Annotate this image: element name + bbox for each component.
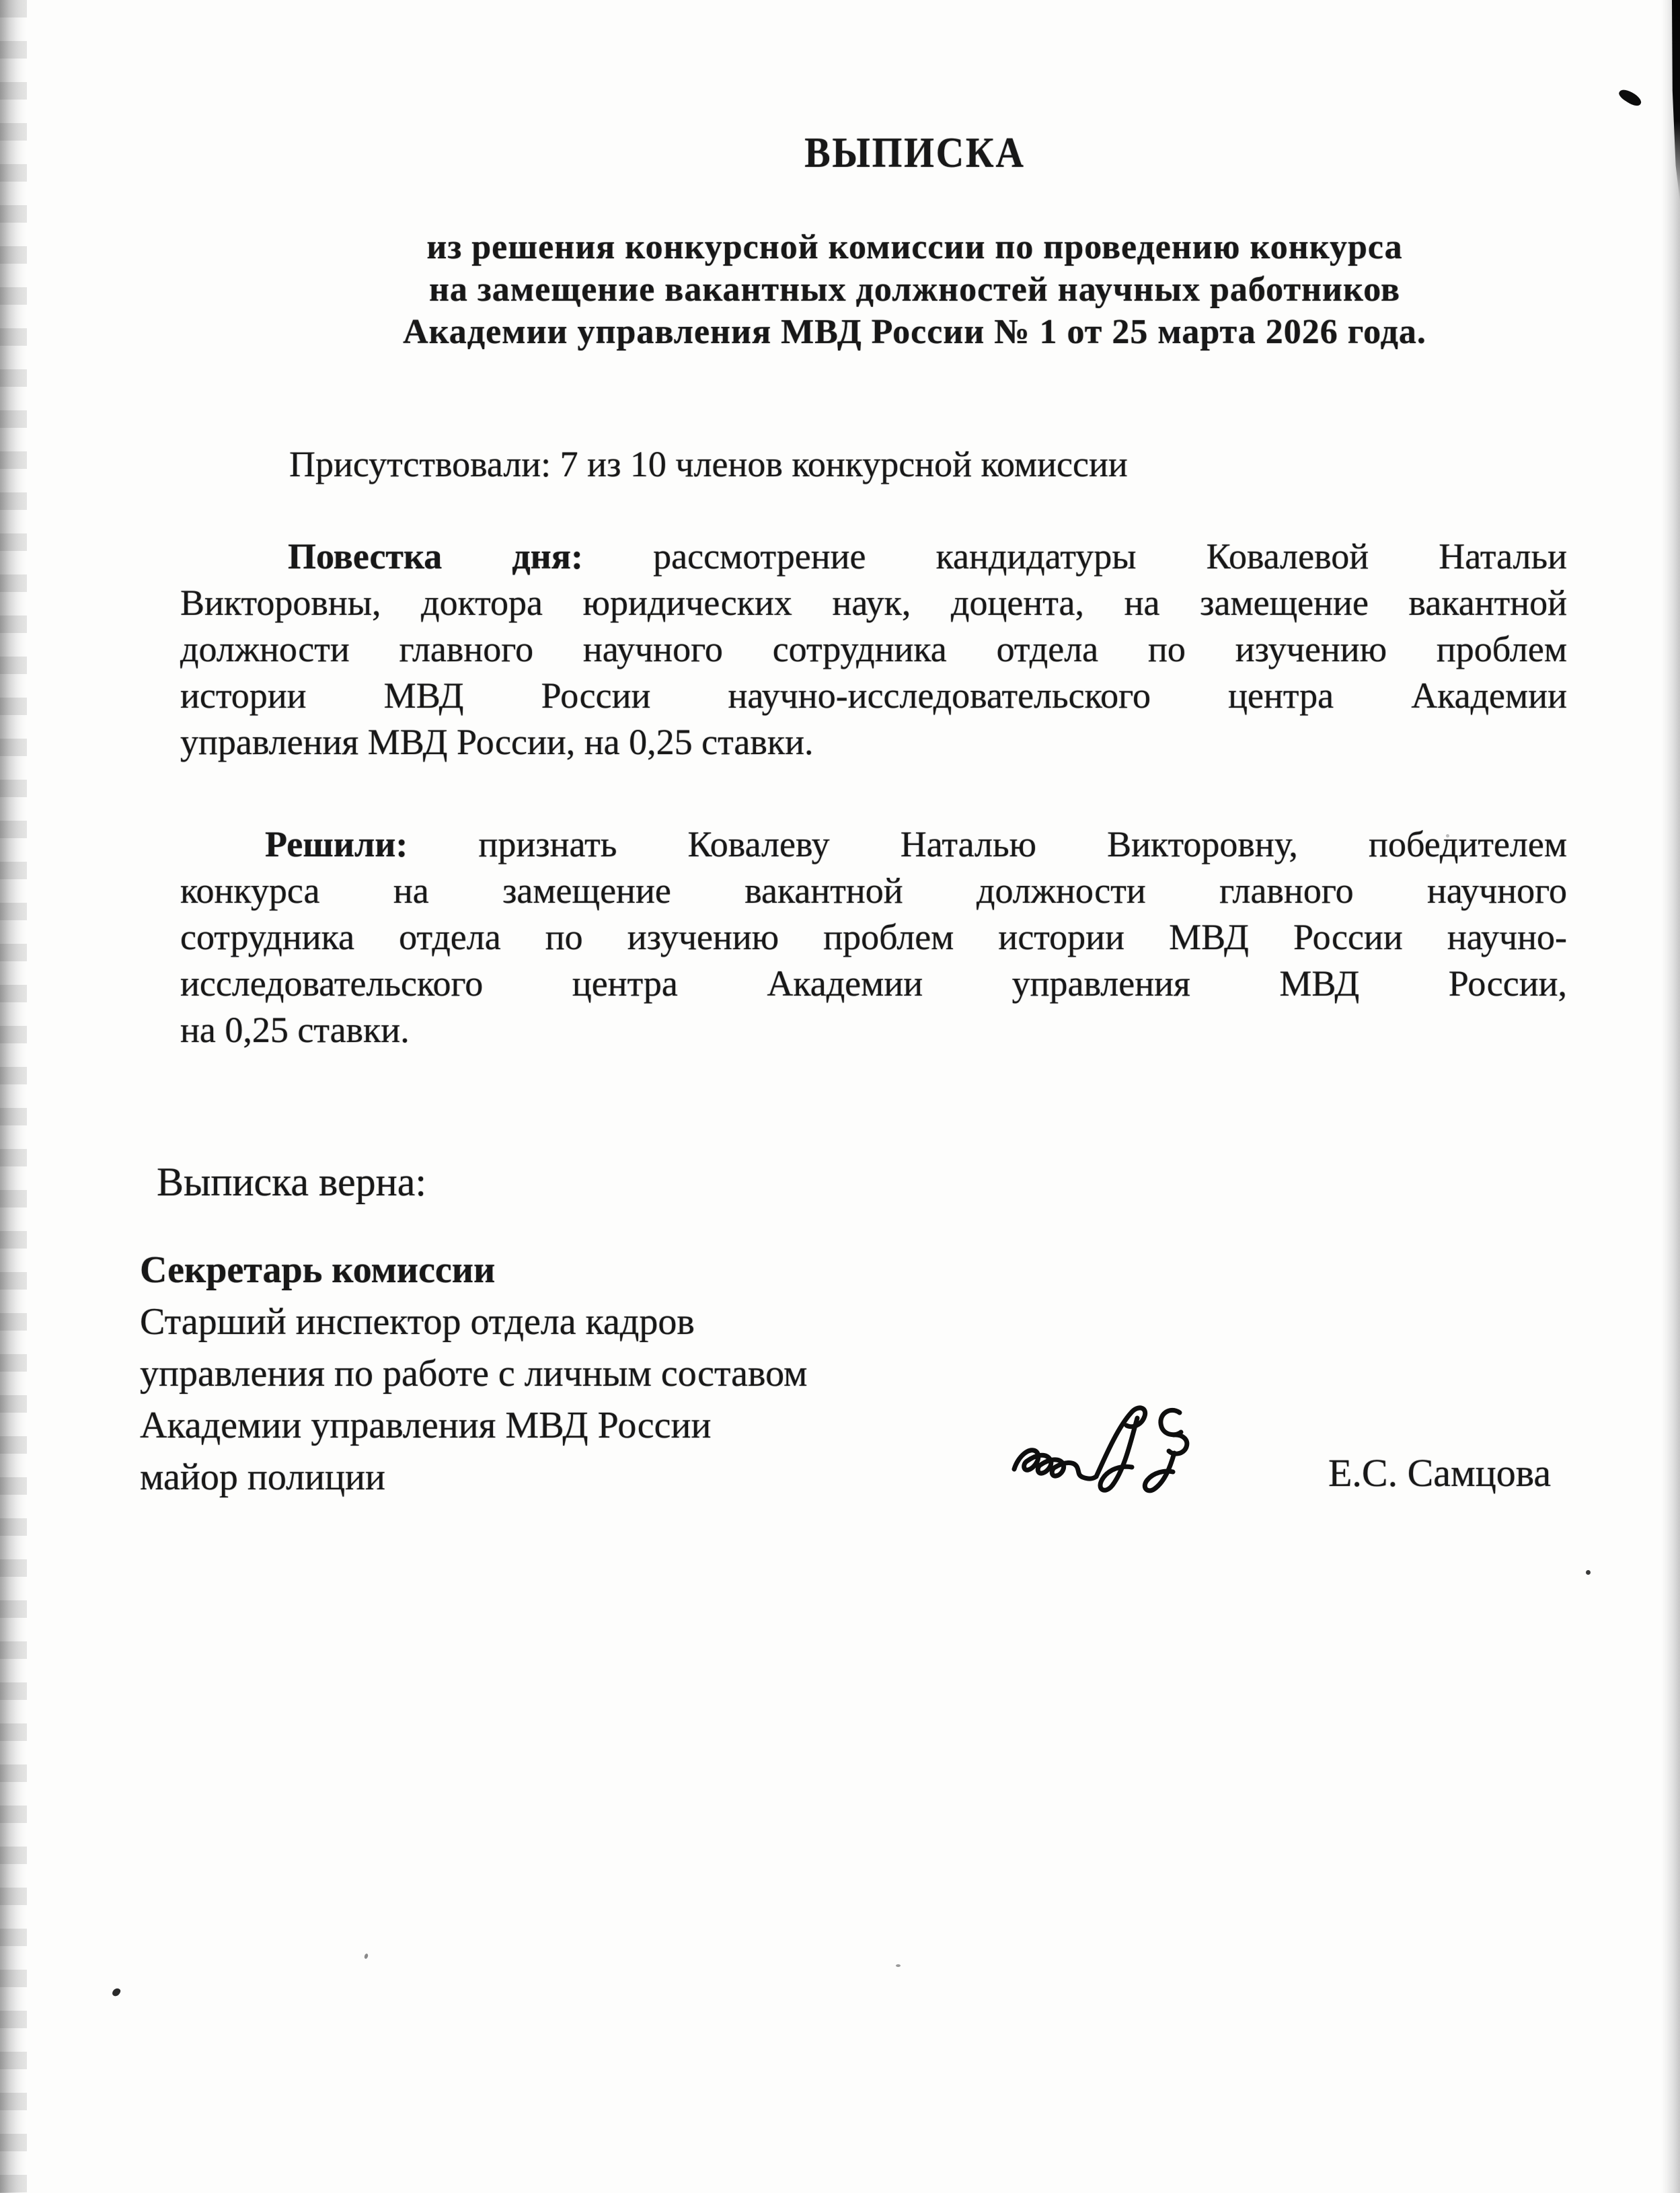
agenda-line-4: истории МВД России научно-исследовательского центра Академии (180, 675, 1567, 716)
signature-stroke (1014, 1408, 1187, 1491)
signatory-line-2: Старший инспектор отдела кадров (140, 1301, 695, 1343)
decision-line-4: исследовательского центра Академии управления МВД России, (180, 963, 1567, 1004)
decision-lead: Решили: (265, 824, 408, 864)
scan-left-edge-shadow (0, 0, 27, 2193)
agenda-line-2: Викторовны, доктора юридических наук, доцента, на замещение вакантной (180, 583, 1567, 623)
subtitle-line-2: на замещение вакантных должностей научных работников (428, 270, 1401, 309)
agenda-line-1 (180, 533, 1567, 580)
agenda-lead: Повестка дня: (288, 536, 583, 577)
agenda-paragraph (180, 533, 1567, 766)
signatory-block (140, 1244, 1081, 1503)
decision-line-2: конкурса на замещение вакантной должности главного научного (180, 870, 1567, 911)
decision-line-1 (180, 821, 1567, 868)
dust-speck (364, 1953, 369, 1959)
dust-speck (896, 1964, 901, 1967)
signatory-line-4: Академии управления МВД России (140, 1405, 712, 1446)
decision-line-5: на 0,25 ставки. (180, 1010, 410, 1050)
ink-scuff-mark (1617, 86, 1644, 108)
scan-right-edge-shadow (1661, 0, 1680, 2193)
dust-speck (1586, 1570, 1591, 1575)
signatory-line-1: Секретарь комиссии (140, 1249, 496, 1291)
signatory-line-5: майор полиции (140, 1456, 385, 1498)
subtitle-line-3: Академии управления МВД России № 1 от 25 марта 2026 года. (403, 313, 1426, 351)
document-title (256, 128, 1574, 176)
agenda-line-3: должности главного научного сотрудника отдела по изучению проблем (180, 629, 1567, 669)
dust-speck (111, 1986, 122, 1997)
certification-line: Выписка верна: (157, 1160, 427, 1204)
decision-line-3: сотрудника отдела по изучению проблем истории МВД России научно- (180, 917, 1567, 957)
agenda-line-1-rest: рассмотрение кандидатуры Ковалевой Натальи (653, 536, 1567, 577)
signatory-line-3: управления по работе с личным составом (140, 1353, 808, 1395)
document-title-text: ВЫПИСКА (804, 128, 1026, 176)
subtitle-line-1: из решения конкурсной комиссии по проведению конкурса (426, 228, 1403, 266)
attendance-line: Присутствовали: 7 из 10 членов конкурсной комиссии (289, 444, 1128, 484)
agenda-line-5: управления МВД России, на 0,25 ставки. (180, 722, 814, 762)
signatory-name: Е.С. Самцова (1328, 1451, 1552, 1495)
decision-paragraph (180, 821, 1567, 1053)
decision-line-1-rest: признать Ковалеву Наталью Викторовну, победителем (478, 824, 1568, 864)
document-subtitle (256, 226, 1574, 353)
handwritten-signature (1003, 1398, 1225, 1519)
